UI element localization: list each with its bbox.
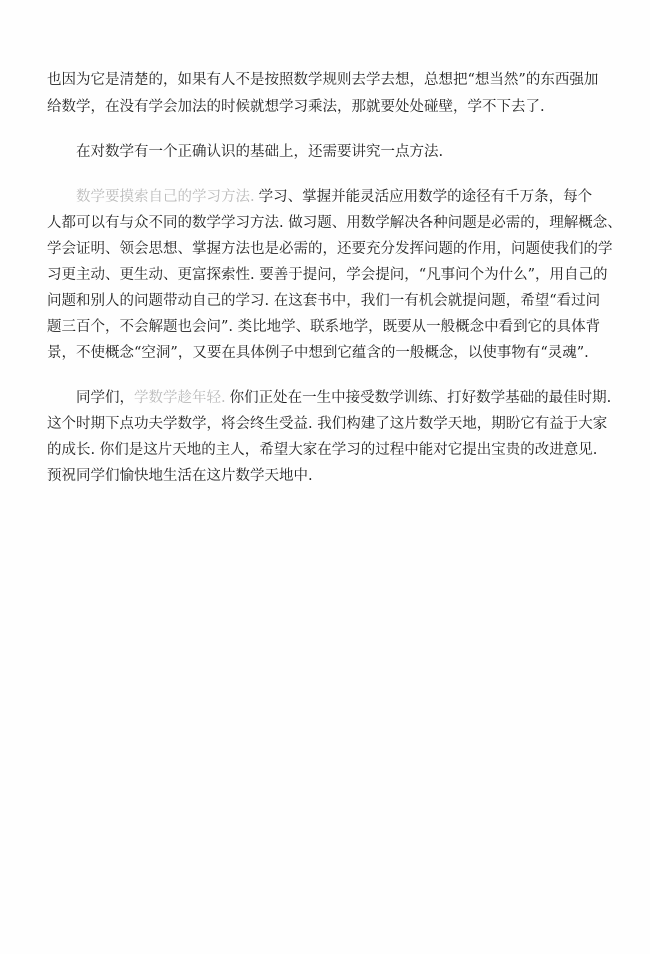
paragraph-3-first-text: 学习、掌握并能灵活应用数学的途径有千万条，每个	[258, 189, 593, 205]
paragraph-2-line-1: 在对数学有一个正确认识的基础上，还需要讲究一点方法.	[76, 144, 444, 160]
paragraph-3-heading: 数学要摸索自己的学习方法.	[76, 189, 255, 205]
paragraph-3-line-5: 问题和别人的问题带动自己的学习. 在这套书中，我们一有机会就提问题，希望“看过问	[47, 293, 601, 309]
paragraph-4-line-3: 的成长. 你们是这片天地的主人，希望大家在学习的过程中能对它提出宝贵的改进意见.	[47, 442, 598, 458]
paragraph-4-heading: 学数学趁年轻.	[134, 390, 226, 406]
paragraph-4-line-4: 预祝同学们愉快地生活在这片数学天地中.	[47, 468, 313, 484]
paragraph-4-first-text: 你们正处在一生中接受数学训练、打好数学基础的最佳时期.	[229, 390, 612, 406]
paragraph-1-line-1: 也因为它是清楚的，如果有人不是按照数学规则去学去想，总想把“想当然”的东西强加	[47, 72, 599, 88]
paragraph-3-line-2: 人都可以有与众不同的数学学习方法. 做习题、用数学解决各种问题是必需的，理解概念、	[47, 215, 622, 231]
paragraph-1-line-2: 给数学，在没有学会加法的时候就想学习乘法，那就要处处碰壁，学不下去了.	[47, 99, 545, 115]
paragraph-3-line-6: 题三百个，不会解题也会问”. 类比地学、联系地学，既要从一般概念中看到它的具体背	[47, 319, 601, 335]
paragraph-4-lead: 同学们，	[76, 390, 134, 406]
paragraph-3-line-3: 学会证明、领会思想、掌握方法也是必需的，还要充分发挥问题的作用，问题使我们的学	[47, 241, 613, 257]
paragraph-3-line-7: 景，不使概念“空洞”，又要在具体例子中想到它蕴含的一般概念，以使事物有“灵魂”.	[47, 345, 589, 361]
paragraph-3-line-4: 习更主动、更生动、更富探索性. 要善于提问，学会提问，“凡事问个为什么”，用自己的	[47, 267, 608, 283]
paragraph-3-line-1	[76, 188, 592, 206]
paragraph-4-line-1	[76, 389, 611, 407]
paragraph-4-line-2: 这个时期下点功夫学数学，将会终生受益. 我们构建了这片数学天地，期盼它有益于大家	[47, 416, 608, 432]
